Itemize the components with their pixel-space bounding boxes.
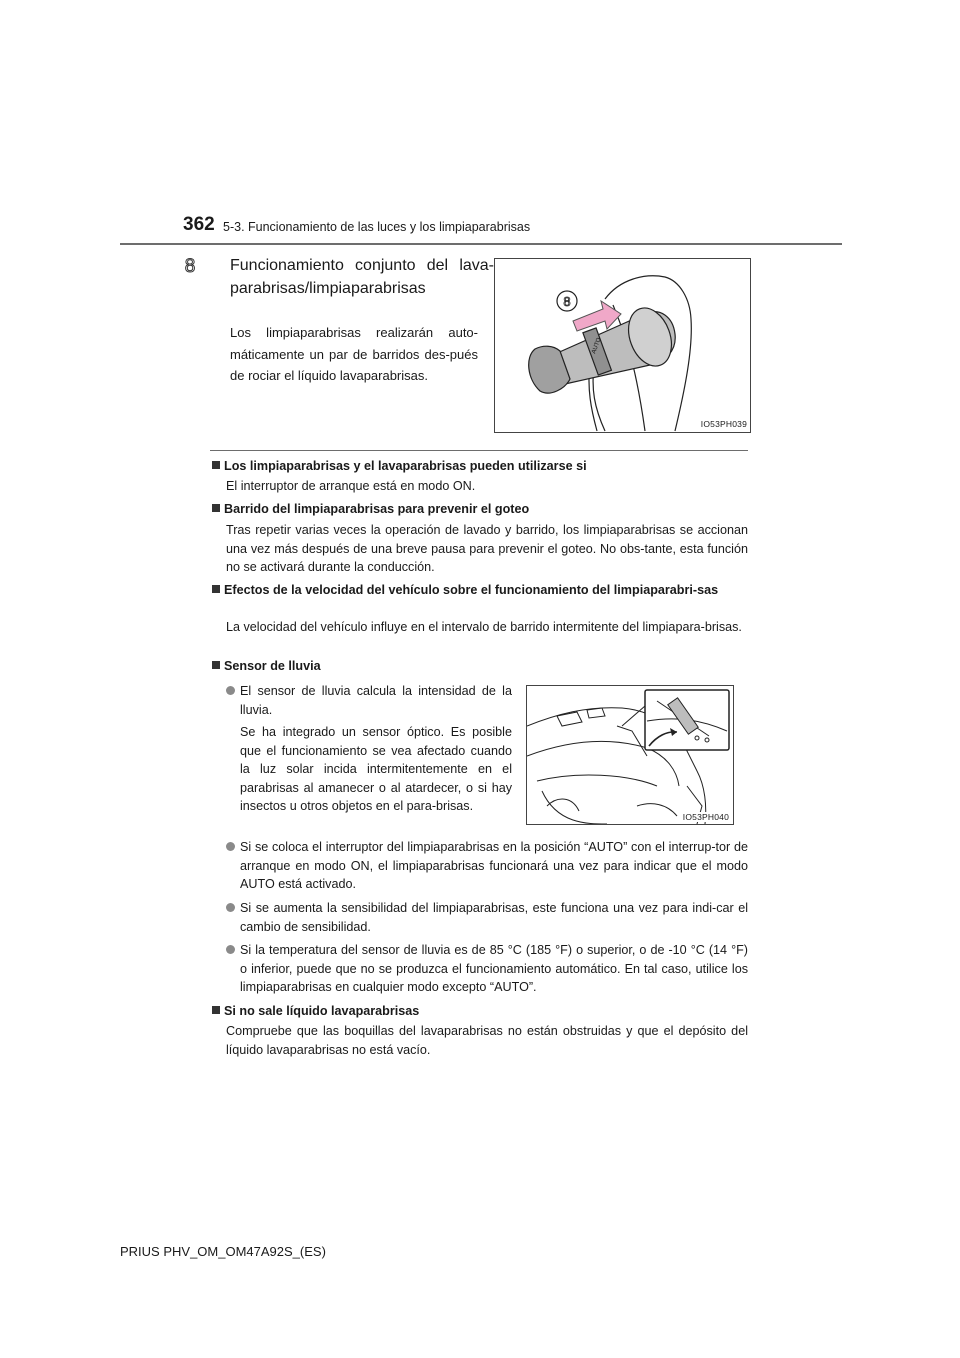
note-title: Los limpiaparabrisas y el lavaparabrisas pueden utilizarse si: [212, 457, 748, 475]
bullet-item: Si se coloca el interruptor del limpiaparabrisas en la posición “AUTO” con el interrup-tor de arranque en modo ON, el limpiaparabrisas funcionará una vez para indicar que el modo AUTO está activado.: [226, 838, 748, 894]
rain-sensor-figure: [526, 685, 734, 825]
rain-sensor-illustration: [527, 686, 733, 824]
bullet-item: Si la temperatura del sensor de lluvia es de 85 °C (185 °F) o superior, o de -10 °C (14 °F) o inferior, puede que no se produzca el funcionamiento automático. En tal caso, utilice los limpiaparabrisas en cualquier modo excepto “AUTO”.: [226, 941, 748, 997]
callout-number: 8: [563, 294, 571, 309]
wiper-lever-figure: [494, 258, 751, 433]
square-bullet-icon: [212, 661, 220, 669]
step-number-glyph: 8: [184, 256, 196, 276]
square-bullet-icon: [212, 585, 220, 593]
wiper-lever-illustration: [495, 259, 750, 432]
circle-bullet-icon: [226, 842, 235, 851]
note-text: La velocidad del vehículo influye en el intervalo de barrido intermitente del limpiapara-brisas.: [226, 620, 742, 634]
square-bullet-icon: [212, 504, 220, 512]
square-bullet-icon: [212, 461, 220, 469]
note-text: Compruebe que las boquillas del lavaparabrisas no están obstruidas y que el depósito del líquido lavaparabrisas no está vacío.: [226, 1024, 748, 1057]
circle-bullet-icon: [226, 945, 235, 954]
step-body: Los limpiaparabrisas realizarán auto-máticamente un par de barridos des-pués de rociar el líquido lavaparabrisas.: [230, 325, 478, 383]
circle-bullet-icon: [226, 686, 235, 695]
note-text: Tras repetir varias veces la operación de lavado y barrido, los limpiaparabrisas se accionan una vez más después de una breve pausa para prevenir el goteo. No obs-tante, esta función no se activará durante la conducción.: [226, 523, 748, 574]
bullet-item: El sensor de lluvia calcula la intensidad de la lluvia. Se ha integrado un sensor óptico. Es posible que el funcionamiento se vea afectado cuando la luz solar incida intermitentemente en el parabrisas al amanecer o al atardecer, o si hay insectos u otros objetos en el para-brisas.: [226, 682, 512, 816]
circle-bullet-icon: [226, 903, 235, 912]
note-text: El interruptor de arranque está en modo ON.: [226, 479, 476, 493]
section-title: 5-3. Funcionamiento de las luces y los limpiaparabrisas: [223, 220, 531, 234]
step-number-outline-icon: [183, 256, 197, 276]
note-title: Efectos de la velocidad del vehículo sobre el funcionamiento del limpiaparabri-sas: [212, 581, 748, 599]
note-title: Barrido del limpiaparabrisas para prevenir el goteo: [212, 500, 748, 518]
note-title: Sensor de lluvia: [212, 657, 748, 675]
step-heading: Funcionamiento conjunto del lava-parabrisas/limpiaparabrisas: [230, 257, 494, 297]
document-code: PRIUS PHV_OM_OM47A92S_(ES): [120, 1244, 326, 1259]
figure-code: IO53PH039: [700, 419, 747, 429]
page-number: 362: [183, 214, 215, 235]
lever-auto-label: AUTO: [591, 337, 603, 355]
figure-code: IO53PH040: [682, 812, 729, 822]
step-marker: [183, 256, 197, 281]
header-divider: [120, 243, 842, 245]
bullet-item: Si se aumenta la sensibilidad del limpiaparabrisas, este funciona una vez para indi-car el cambio de sensibilidad.: [226, 899, 748, 936]
note-title: Si no sale líquido lavaparabrisas: [212, 1002, 748, 1020]
square-bullet-icon: [212, 1006, 220, 1014]
notes-divider: [210, 450, 748, 451]
